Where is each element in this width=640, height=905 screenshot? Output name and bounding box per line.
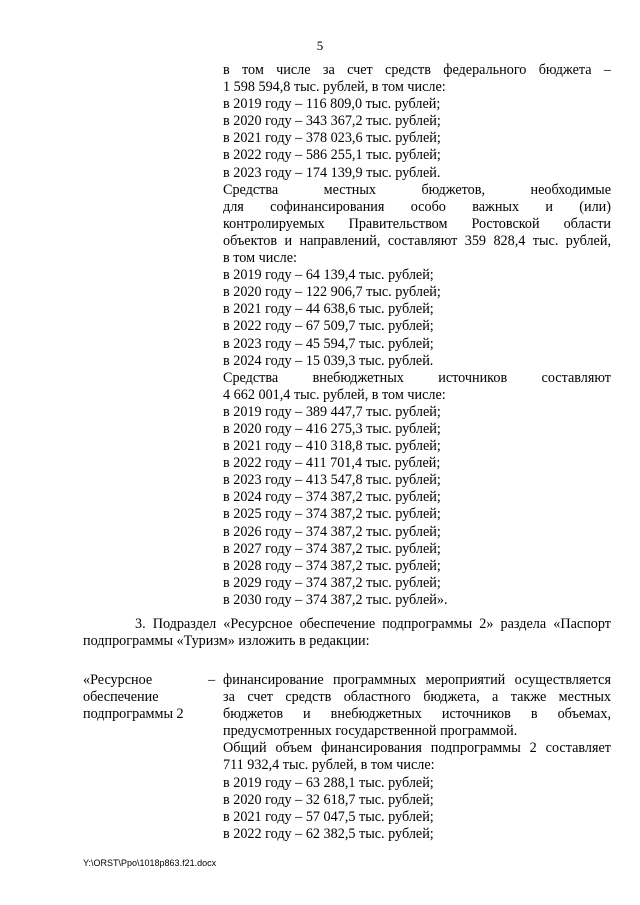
subprogram-funding-line: в 2021 году – 57 047,5 тыс. рублей; xyxy=(223,808,434,825)
amendment-item-3-line-2: подпрограммы «Туризм» изложить в редакции: xyxy=(83,633,370,650)
funding-line: в 2022 году – 67 509,7 тыс. рублей; xyxy=(223,318,434,335)
resource-provision-label-line: подпрограммы 2 xyxy=(83,706,184,723)
resource-provision-label xyxy=(83,672,208,723)
funding-line: в 2029 году – 374 387,2 тыс. рублей; xyxy=(223,574,441,591)
subprogram-2-funding-block xyxy=(223,672,611,843)
funding-line: в 2025 году – 374 387,2 тыс. рублей; xyxy=(223,506,441,523)
funding-line: объектов и направлений, составляют 359 828,4 тыс. рублей, xyxy=(223,232,611,249)
funding-line: в 2019 году – 116 809,0 тыс. рублей; xyxy=(223,96,441,113)
funding-line: в 2020 году – 343 367,2 тыс. рублей; xyxy=(223,113,441,130)
funding-line: в 2023 году – 174 139,9 тыс. рублей. xyxy=(223,164,441,181)
funding-line: в 2022 году – 586 255,1 тыс. рублей; xyxy=(223,147,441,164)
funding-line: в 2027 году – 374 387,2 тыс. рублей; xyxy=(223,540,441,557)
funding-line: в том числе: xyxy=(223,250,297,267)
subprogram-funding-line: 711 932,4 тыс. рублей, в том числе: xyxy=(223,757,435,774)
page-number: 5 xyxy=(316,38,324,53)
funding-block-continued xyxy=(223,62,611,609)
funding-line: в 2021 году – 410 318,8 тыс. рублей; xyxy=(223,438,441,455)
funding-line: Средства внебюджетных источников составляют xyxy=(223,369,611,386)
funding-line: в 2021 году – 378 023,6 тыс. рублей; xyxy=(223,130,441,147)
funding-line: в 2019 году – 389 447,7 тыс. рублей; xyxy=(223,403,441,420)
funding-line: в 2024 году – 15 039,3 тыс. рублей. xyxy=(223,352,434,369)
subprogram-funding-line: в 2022 году – 62 382,5 тыс. рублей; xyxy=(223,825,434,842)
file-path-footer: Y:\ORST\Ppo\1018p863.f21.docx xyxy=(83,858,217,868)
funding-line: в 2026 году – 374 387,2 тыс. рублей; xyxy=(223,523,441,540)
amendment-item-3 xyxy=(83,616,611,650)
resource-provision-label-line: «Ресурсное xyxy=(83,672,153,688)
funding-line: в 2021 году – 44 638,6 тыс. рублей; xyxy=(223,301,434,318)
subprogram-funding-line: Общий объем финансирования подпрограммы 2 составляет xyxy=(223,740,611,757)
resource-provision-label-line: обеспечение xyxy=(83,689,159,706)
funding-line: в 2028 году – 374 387,2 тыс. рублей; xyxy=(223,557,441,574)
funding-line: в 2019 году – 64 139,4 тыс. рублей; xyxy=(223,267,434,284)
funding-line: в 2030 году – 374 387,2 тыс. рублей». xyxy=(223,591,448,608)
funding-line: в 2024 году – 374 387,2 тыс. рублей; xyxy=(223,489,441,506)
funding-line: в том числе за счет средств федерального бюджета – xyxy=(223,62,611,78)
subprogram-funding-line: финансирование программных мероприятий осуществляется xyxy=(223,672,611,688)
funding-line: в 2023 году – 413 547,8 тыс. рублей; xyxy=(223,472,441,489)
funding-line: в 2020 году – 122 906,7 тыс. рублей; xyxy=(223,284,441,301)
subprogram-funding-line: за счет средств областного бюджета, а также местных xyxy=(223,689,611,706)
funding-line: контролируемых Правительством Ростовской области xyxy=(223,215,611,232)
subprogram-funding-line: в 2019 году – 63 288,1 тыс. рублей; xyxy=(223,774,434,791)
subprogram-funding-line: в 2020 году – 32 618,7 тыс. рублей; xyxy=(223,791,434,808)
funding-line: 4 662 001,4 тыс. рублей, в том числе: xyxy=(223,386,446,403)
funding-line: в 2020 году – 416 275,3 тыс. рублей; xyxy=(223,420,441,437)
funding-line: для софинансирования особо важных и (или) xyxy=(223,198,611,215)
funding-line: Средства местных бюджетов, необходимые xyxy=(223,181,611,198)
funding-line: в 2022 году – 411 701,4 тыс. рублей; xyxy=(223,455,441,472)
funding-line: 1 598 594,8 тыс. рублей, в том числе: xyxy=(223,79,446,96)
subprogram-funding-line: предусмотренных государственной программой. xyxy=(223,723,518,740)
subprogram-funding-line: бюджетов и внебюджетных источников в объемах, xyxy=(223,706,611,723)
label-dash: – xyxy=(208,672,216,688)
amendment-item-3-line-1: 3. Подраздел «Ресурсное обеспечение подпрограммы 2» раздела «Паспорт xyxy=(135,616,611,632)
funding-line: в 2023 году – 45 594,7 тыс. рублей; xyxy=(223,335,434,352)
